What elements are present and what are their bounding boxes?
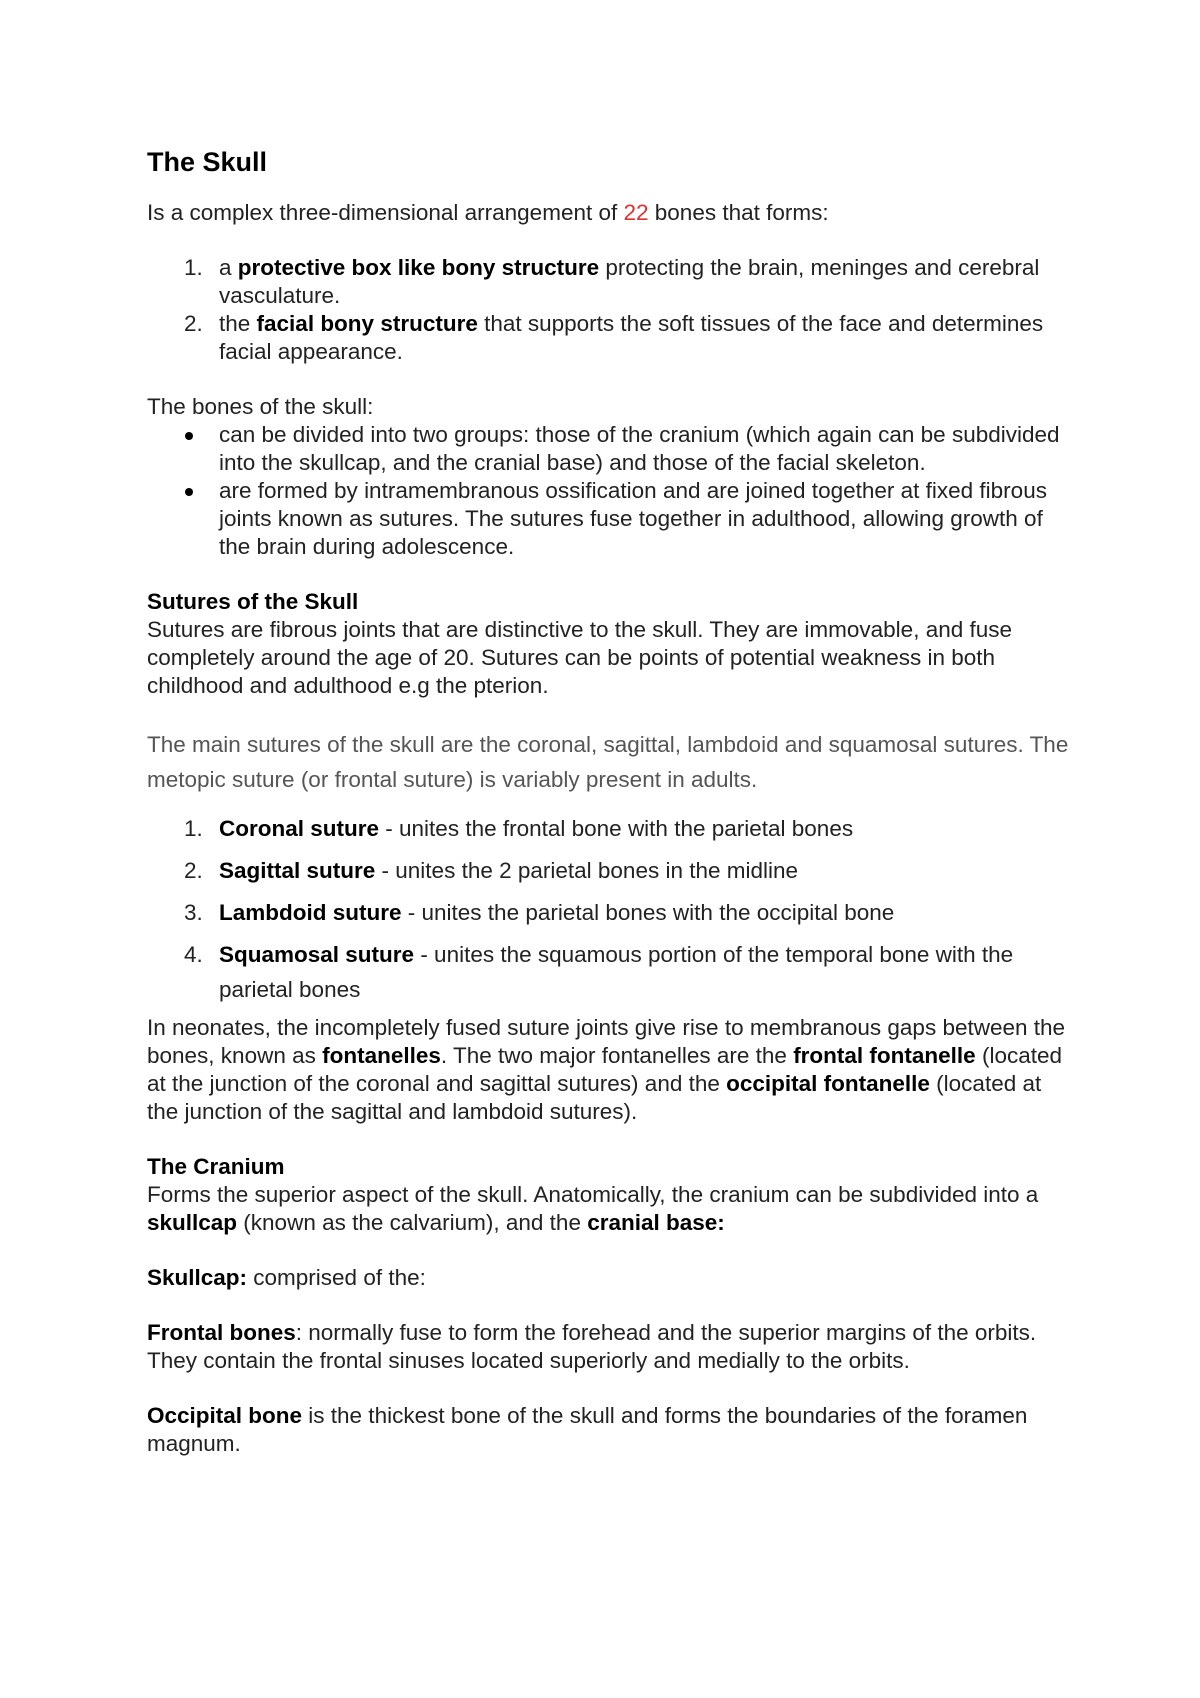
para-text: : normally fuse to form the forehead and the superior margins of the orbits. They contain the frontal sinuses located superiorly and medially to the orbits. <box>147 1320 1037 1373</box>
list-item <box>147 477 1077 561</box>
sutures-list <box>147 811 1077 1007</box>
para-text: is the thickest bone of the skull and forms the boundaries of the foramen magnum. <box>147 1403 1028 1456</box>
bold-term: skullcap <box>147 1210 238 1235</box>
bold-term: cranial base: <box>587 1210 725 1235</box>
suture-name: Lambdoid suture <box>219 900 402 925</box>
suture-description: - unites the frontal bone with the parietal bones <box>379 816 854 841</box>
item-text: protecting the brain, meninges and cerebral vasculature. <box>219 255 1040 308</box>
suture-description: - unites the 2 parietal bones in the midline <box>375 858 799 883</box>
sutures-heading: Sutures of the Skull <box>147 589 359 614</box>
intro-paragraph <box>147 199 1077 227</box>
list-item <box>147 421 1077 477</box>
main-sutures-paragraph: The main sutures of the skull are the coronal, sagittal, lambdoid and squamosal sutures. The metopic suture (or frontal suture) is variably present in adults. <box>147 732 1069 792</box>
skullcap-paragraph <box>147 1264 1077 1292</box>
item-text: the <box>219 311 257 336</box>
bold-term: occipital fontanelle <box>726 1071 930 1096</box>
bone-count: 22 <box>623 200 649 225</box>
sutures-paragraph: Sutures are fibrous joints that are distinctive to the skull. They are immovable, and fuse completely around the age of 20. Sutures can be points of potential weakness in both childhood and adulthood e.g the pterion. <box>147 617 1013 698</box>
item-text: a <box>219 255 238 280</box>
bones-list <box>147 421 1077 561</box>
para-text: comprised of the: <box>247 1265 426 1290</box>
bullet-icon <box>185 488 193 496</box>
para-text: (known as the calvarium), and the <box>237 1210 588 1235</box>
item-text: are formed by intramembranous ossification and are joined together at fixed fibrous joints known as sutures. The sutures fuse together in adulthood, allowing growth of the brain during adolescence. <box>219 478 1047 559</box>
document-content <box>147 145 1077 1458</box>
suture-description: - unites the squamous portion of the temporal bone with the parietal bones <box>219 942 1014 1002</box>
bold-term: frontal fontanelle <box>793 1043 976 1068</box>
intro-text: Is a complex three-dimensional arrangement of <box>147 200 624 225</box>
para-text: . The two major fontanelles are the <box>440 1043 794 1068</box>
suture-name: Coronal suture <box>219 816 380 841</box>
bold-term: Skullcap: <box>147 1265 248 1290</box>
bold-term: Occipital bone <box>147 1403 303 1428</box>
bold-term: fontanelles <box>322 1043 441 1068</box>
page-title: The Skull <box>147 147 268 177</box>
item-text: that supports the soft tissues of the face and determines facial appearance. <box>219 311 1044 364</box>
list-item <box>147 853 1077 888</box>
suture-name: Sagittal suture <box>219 858 376 883</box>
item-text: can be divided into two groups: those of the cranium (which again can be subdivided into the skullcap, and the cranial base) and those of the facial skeleton. <box>219 422 1060 475</box>
para-text: (located at the junction of the coronal and sagittal sutures) and the <box>147 1043 1063 1096</box>
para-text: In neonates, the incompletely fused suture joints give rise to membranous gaps between the bones, known as <box>147 1015 1066 1068</box>
list-item <box>147 937 1077 1007</box>
suture-name: Squamosal suture <box>219 942 415 967</box>
forms-list <box>147 254 1077 366</box>
bold-term: Frontal bones <box>147 1320 296 1345</box>
cranium-paragraph <box>147 1181 1077 1237</box>
suture-description: - unites the parietal bones with the occipital bone <box>401 900 895 925</box>
occipital-paragraph <box>147 1402 1077 1458</box>
list-item <box>147 254 1077 310</box>
list-number: 1. <box>184 255 203 280</box>
item-bold-text: facial bony structure <box>256 311 478 336</box>
intro-text-end: bones that forms: <box>648 200 829 225</box>
para-text: (located at the junction of the sagittal and lambdoid sutures). <box>147 1071 1042 1124</box>
cranium-heading: The Cranium <box>147 1154 285 1179</box>
frontal-paragraph <box>147 1319 1077 1375</box>
bones-heading: The bones of the skull: <box>147 394 374 419</box>
item-bold-text: protective box like bony structure <box>237 255 600 280</box>
list-item <box>147 310 1077 366</box>
list-number: 4. <box>184 942 203 967</box>
list-item <box>147 895 1077 930</box>
list-number: 3. <box>184 900 203 925</box>
bullet-icon <box>185 432 193 440</box>
list-number: 2. <box>184 858 203 883</box>
para-text: Forms the superior aspect of the skull. Anatomically, the cranium can be subdivided into a <box>147 1182 1039 1207</box>
list-number: 1. <box>184 816 203 841</box>
list-number: 2. <box>184 311 203 336</box>
neonates-paragraph <box>147 1014 1077 1126</box>
list-item <box>147 811 1077 846</box>
